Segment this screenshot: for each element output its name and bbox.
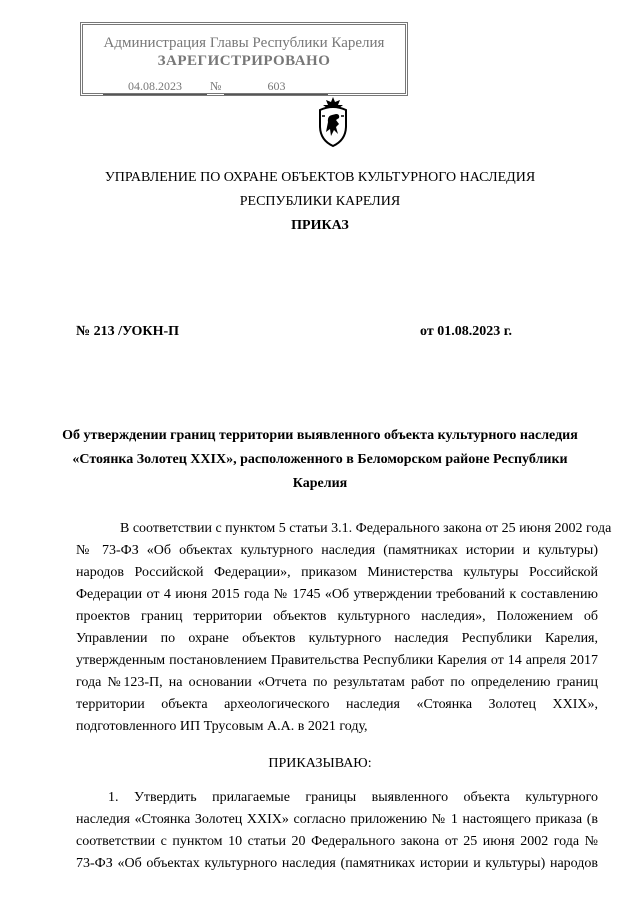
stamp-status: ЗАРЕГИСТРИРОВАНО	[157, 53, 331, 69]
preamble-line: Федерации от 4 июня 2015 года № 1745 «Об утверждении требований к составлению	[76, 587, 598, 602]
stamp-number-sign: №	[210, 79, 222, 93]
preamble-line: года №123-П, на основании «Отчета по результатам работ по определению границ	[76, 675, 598, 690]
preamble-line: территории объекта археологического наследия «Стоянка Золотец XXIX»,	[76, 697, 598, 712]
preamble-line: В соответствии с пунктом 5 статьи 3.1. Федерального закона от 25 июня 2002 года	[120, 521, 612, 536]
order-word: ПРИКАЗЫВАЮ:	[268, 756, 372, 771]
stamp-registration-line	[103, 79, 328, 95]
item1-line: 1. Утвердить прилагаемые границы выявленного объекта культурного	[108, 790, 598, 805]
order-date: от 01.08.2023 г.	[420, 324, 512, 339]
karelia-coat-of-arms-icon	[312, 96, 354, 148]
order-number: № 213 /УОКН-П	[76, 324, 180, 339]
registration-stamp	[80, 22, 408, 96]
item1-line: наследия «Стоянка Золотец XXIX» согласно приложению № 1 настоящего приказа (в	[76, 812, 598, 827]
preamble-line: утвержденным постановлением Правительства Республики Карелия от 14 апреля 2017	[76, 653, 598, 668]
preamble-line: № 73-ФЗ «Об объектах культурного наследия (памятниках истории и культуры)	[76, 543, 598, 558]
stamp-date: 04.08.2023	[103, 79, 207, 95]
document-type: ПРИКАЗ	[291, 218, 349, 233]
preamble-line: подготовленного ИП Трусовым А.А. в 2021 году,	[76, 719, 368, 734]
title-line: Об утверждении границ территории выявленного объекта культурного наследия	[62, 428, 578, 443]
item1-line: соответствии с пунктом 10 статьи 20 Федерального закона от 25 июня 2002 года №	[76, 834, 598, 849]
stamp-org: Администрация Главы Республики Карелия	[103, 35, 385, 51]
department-name-line1: УПРАВЛЕНИЕ ПО ОХРАНЕ ОБЪЕКТОВ КУЛЬТУРНОГО НАСЛЕДИЯ	[104, 170, 536, 185]
stamp-number: 603	[224, 79, 328, 95]
department-name-line2: РЕСПУБЛИКИ КАРЕЛИЯ	[239, 194, 401, 209]
preamble-line: народов Российской Федерации», приказом Министерства культуры Российской	[76, 565, 598, 580]
preamble-line: Управлении по охране объектов культурного наследия Республики Карелия,	[76, 631, 598, 646]
title-line: «Стоянка Золотец XXIX», расположенного в Беломорском районе Республики	[72, 452, 568, 467]
preamble-line: проектов границ территории объектов культурного наследия», Положением об	[76, 609, 598, 624]
item1-line: 73-ФЗ «Об объектах культурного наследия (памятниках истории и культуры) народов	[76, 856, 598, 871]
title-line: Карелия	[292, 476, 348, 491]
